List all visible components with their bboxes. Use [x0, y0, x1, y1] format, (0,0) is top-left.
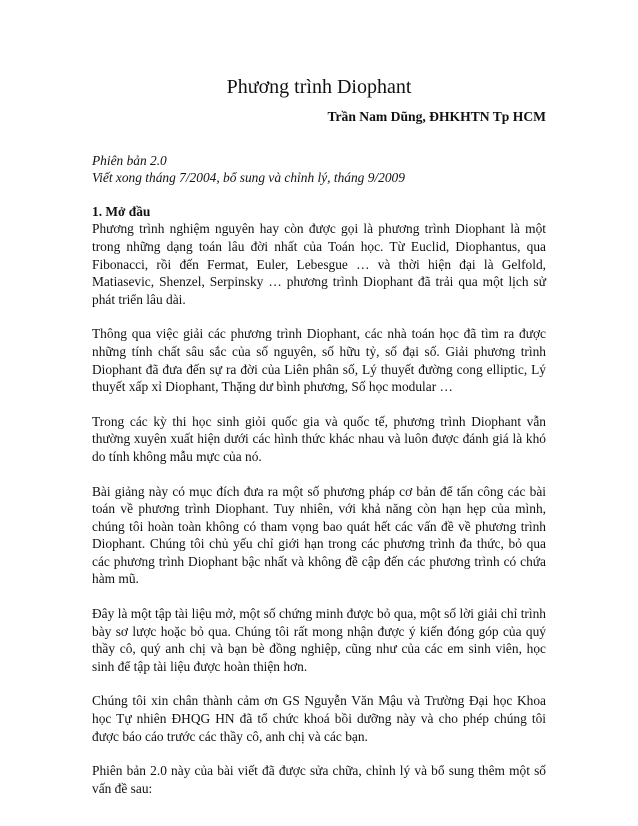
paragraph-4: Bài giảng này có mục đích đưa ra một số phương pháp cơ bản để tấn công các bài toán về phương trình Diophant. Tuy nhiên, với khả năng còn hạn hẹp của mình, chúng tôi hoàn toàn không có tham vọng bao quát hết các vấn đề về phương trình Diophant. Chúng tôi chủ yếu chỉ giới hạn trong các phương trình đa thức, bỏ qua các phương trình Diophant bậc nhất và không đề cập đến các phương trình có chứa hàm mũ. [92, 483, 546, 587]
section-heading: 1. Mở đầu [92, 203, 151, 219]
spacer [92, 187, 546, 203]
paragraph-6: Chúng tôi xin chân thành cảm ơn GS Nguyễn Văn Mậu và Trường Đại học Khoa học Tự nhiên ĐHQG HN đã tổ chức khoá bồi dưỡng này và cho phép chúng tôi được báo cáo trước các thầy cô, anh chị và các bạn. [92, 693, 546, 744]
version-label: Phiên bản 2.0 [92, 152, 167, 168]
paragraph-2: Thông qua việc giải các phương trình Diophant, các nhà toán học đã tìm ra được những tính chất sâu sắc của số nguyên, số hữu tỷ, số đại số. Giải phương trình Diophant đã đưa đến sự ra đời của Liên phân số, Lý thuyết đường cong elliptic, Lý thuyết xấp xỉ Diophant, Thặng dư bình phương, Số học modular … [92, 326, 546, 395]
paragraph-7: Phiên bản 2.0 này của bài viết đã được sửa chữa, chỉnh lý và bổ sung thêm một số vấn đề sau: [92, 763, 546, 796]
document-title: Phương trình Diophant [226, 76, 412, 98]
paragraph-3: Trong các kỳ thi học sinh giỏi quốc gia và quốc tế, phương trình Diophant vẫn thường xuyên xuất hiện dưới các hình thức khác nhau và luôn được đánh giá là khó do tính không mẫu mực của nó. [92, 413, 546, 464]
version-history-note: Viết xong tháng 7/2004, bổ sung và chỉnh lý, tháng 9/2009 [92, 170, 405, 186]
paragraph-5: Đây là một tập tài liệu mở, một số chứng minh được bỏ qua, một số lời giải chỉ trình bày sơ lược hoặc bỏ qua. Chúng tôi rất mong nhận được ý kiến đóng góp của quý thầy cô, quý anh chị và bạn bè đồng nghiệp, cũng như của các em sinh viên, học sinh để tập tài liệu được hoàn thiện hơn. [92, 606, 546, 674]
paragraph-1: Phương trình nghiệm nguyên hay còn được gọi là phương trình Diophant là một trong những dạng toán lâu đời nhất của Toán học. Từ Euclid, Diophantus, qua Fibonacci, rồi đến Fermat, Euler, Lebesgue … và thời hiện đại là Gelfold, Matiasevic, Shenzel, Serpinsky … phương trình Diophant đã trải qua một lịch sử phát triển lâu dài. [92, 221, 546, 307]
document-author: Trần Nam Dũng, ĐHKHTN Tp HCM [327, 109, 546, 124]
